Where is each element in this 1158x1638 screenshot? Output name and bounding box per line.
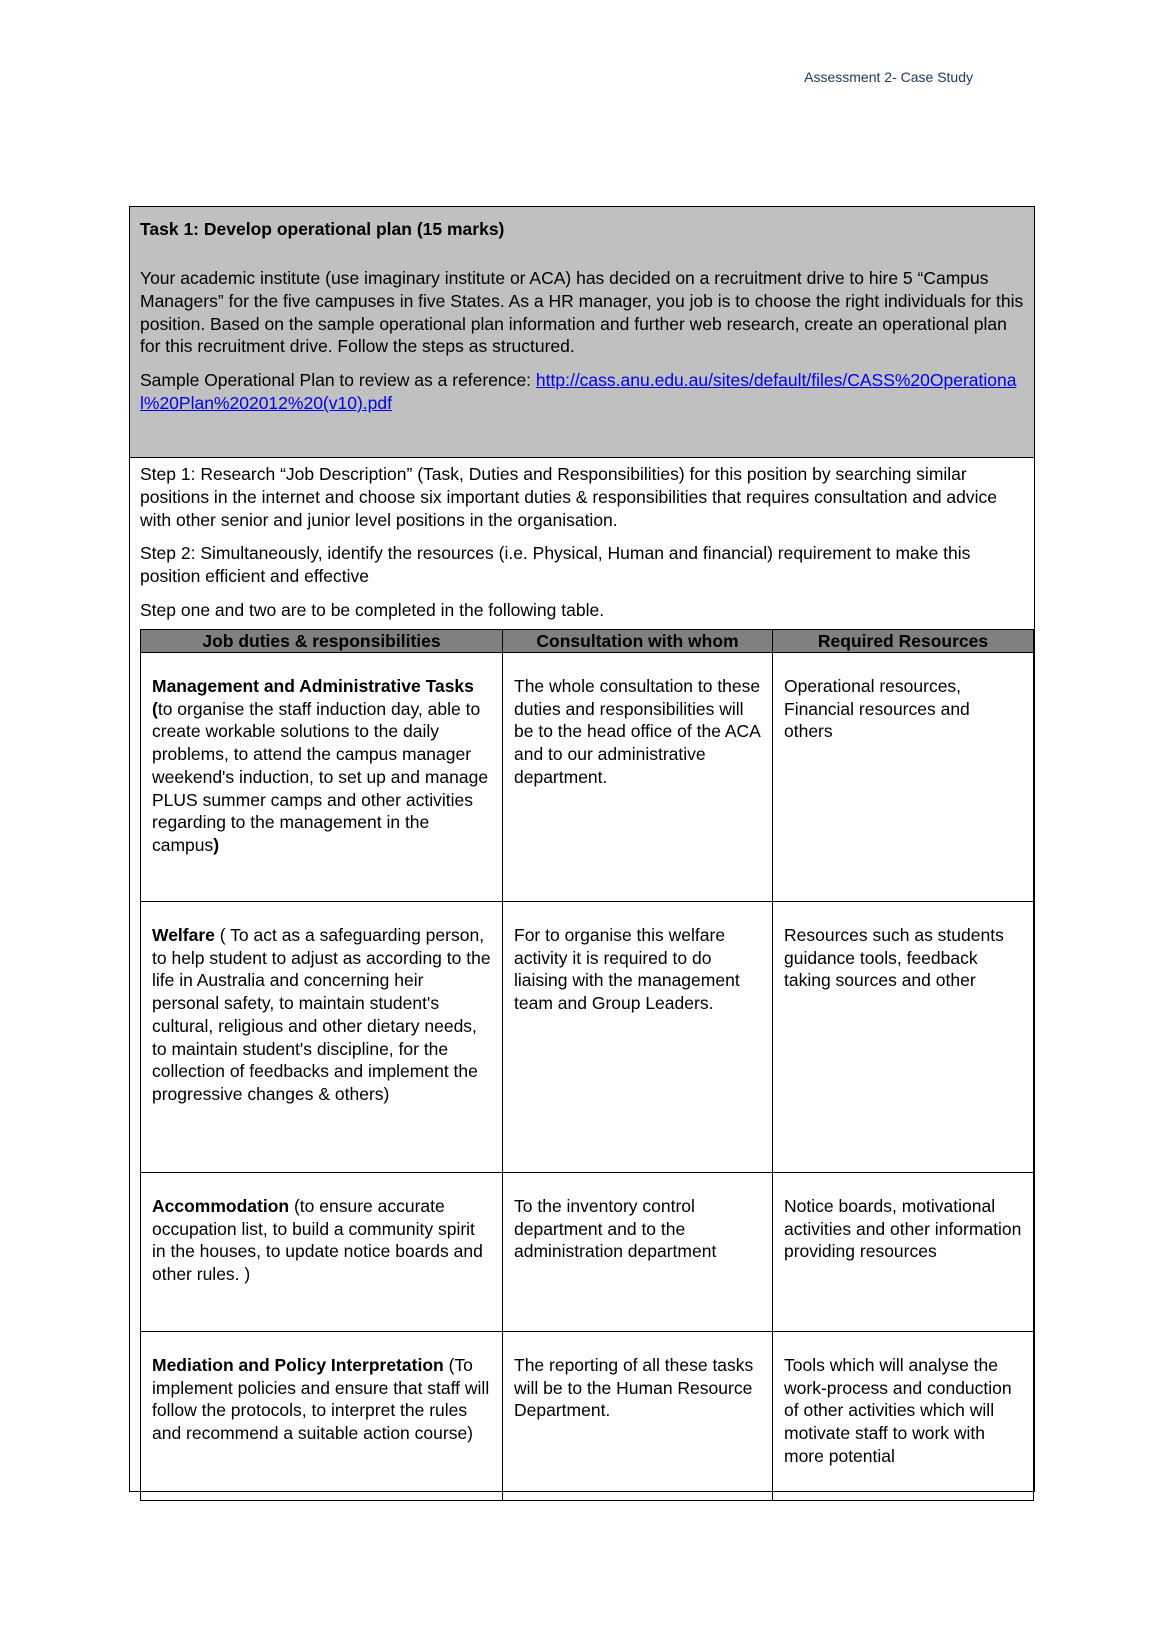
consultation-cell: The whole consultation to these duties and responsibilities will be to the head office of the ACA and to our administrative department. (503, 653, 773, 902)
task-intro (130, 207, 1034, 458)
duty-title: Mediation and Policy Interpretation (152, 1355, 444, 1375)
duty-end: ) (213, 834, 220, 855)
table-row (141, 653, 1034, 902)
duty-title: Management and Administrative Tasks ( (152, 676, 474, 719)
table-row (141, 1173, 1034, 1332)
resources-cell: Tools which will analyse the work-process and conduction of other activities which will motivate staff to work with more potential (773, 1332, 1034, 1501)
task-box (129, 206, 1035, 1492)
steps-note: Step one and two are to be completed in the following table. (140, 599, 605, 620)
duty-body: (To implement policies and ensure that staff will follow the protocols, to interpret the rules and recommend a suitable action course) (152, 1355, 490, 1444)
task-description: Your academic institute (use imaginary institute or ACA) has decided on a recruitment drive to hire 5 “Campus Managers” for the five campuses in five States. As a HR manager, you job is to choose the right individuals for this position. Based on the sample operational plan information and further web research, create an operational plan for this recruitment drive. Follow the steps as structured. (140, 268, 1024, 357)
task-title: Task 1: Develop operational plan (15 marks) (140, 219, 505, 239)
duty-body: (to ensure accurate occupation list, to build a community spirit in the houses, to update notice boards and other rules. ) (152, 1196, 483, 1285)
duty-cell (141, 653, 503, 902)
resources-cell: Resources such as students guidance tools, feedback taking sources and other (773, 902, 1034, 1173)
resources-cell: Operational resources, Financial resources and others (773, 653, 1034, 902)
table-header-row (141, 630, 1034, 653)
step-2-text: Step 2: Simultaneously, identify the resources (i.e. Physical, Human and financial) requirement to make this position efficient and effective (140, 543, 971, 587)
duties-table (140, 629, 1034, 1501)
header-consultation: Consultation with whom (503, 630, 773, 653)
duty-body: to organise the staff induction day, able to create workable solutions to the daily problems, to attend the campus manager weekend's induction, to set up and manage PLUS summer camps and other activities regarding to the management in the campus (152, 698, 489, 855)
consultation-cell: The reporting of all these tasks will be to the Human Resource Department. (503, 1332, 773, 1501)
table-row (141, 1332, 1034, 1501)
duty-title: Welfare (152, 925, 215, 945)
duty-cell (141, 1332, 503, 1501)
resources-cell: Notice boards, motivational activities and other information providing resources (773, 1173, 1034, 1332)
step-1-text: Step 1: Research “Job Description” (Task, Duties and Responsibilities) for this position by searching similar positions in the internet and choose six important duties & responsibilities that requires consultation and advice with other senior and junior level positions in the organisation. (140, 464, 998, 530)
steps-section (130, 458, 1034, 633)
sample-plan-link[interactable]: http://cass.anu.edu.au/sites/default/files/CASS%20Operational%20Plan%202012%20(v10).pdf (140, 370, 1017, 413)
consultation-cell: To the inventory control department and to the administration department (503, 1173, 773, 1332)
table-row (141, 902, 1034, 1173)
header-duties: Job duties & responsibilities (141, 630, 503, 653)
duty-title: Accommodation (152, 1196, 290, 1216)
consultation-cell: For to organise this welfare activity it is required to do liaising with the management team and Group Leaders. (503, 902, 773, 1173)
duty-cell (141, 1173, 503, 1332)
duty-body: ( To act as a safeguarding person, to help student to adjust as according to the life in Australia and concerning heir personal safety, to maintain student's cultural, religious and other dietary needs, to maintain student's discipline, for the collection of feedbacks and implement the progressive changes & others) (152, 925, 491, 1104)
duty-cell (141, 902, 503, 1173)
sample-plan-label: Sample Operational Plan to review as a reference: (140, 370, 536, 391)
page-header: Assessment 2- Case Study (804, 69, 973, 85)
header-resources: Required Resources (773, 630, 1034, 653)
sample-plan-reference (140, 369, 1024, 415)
